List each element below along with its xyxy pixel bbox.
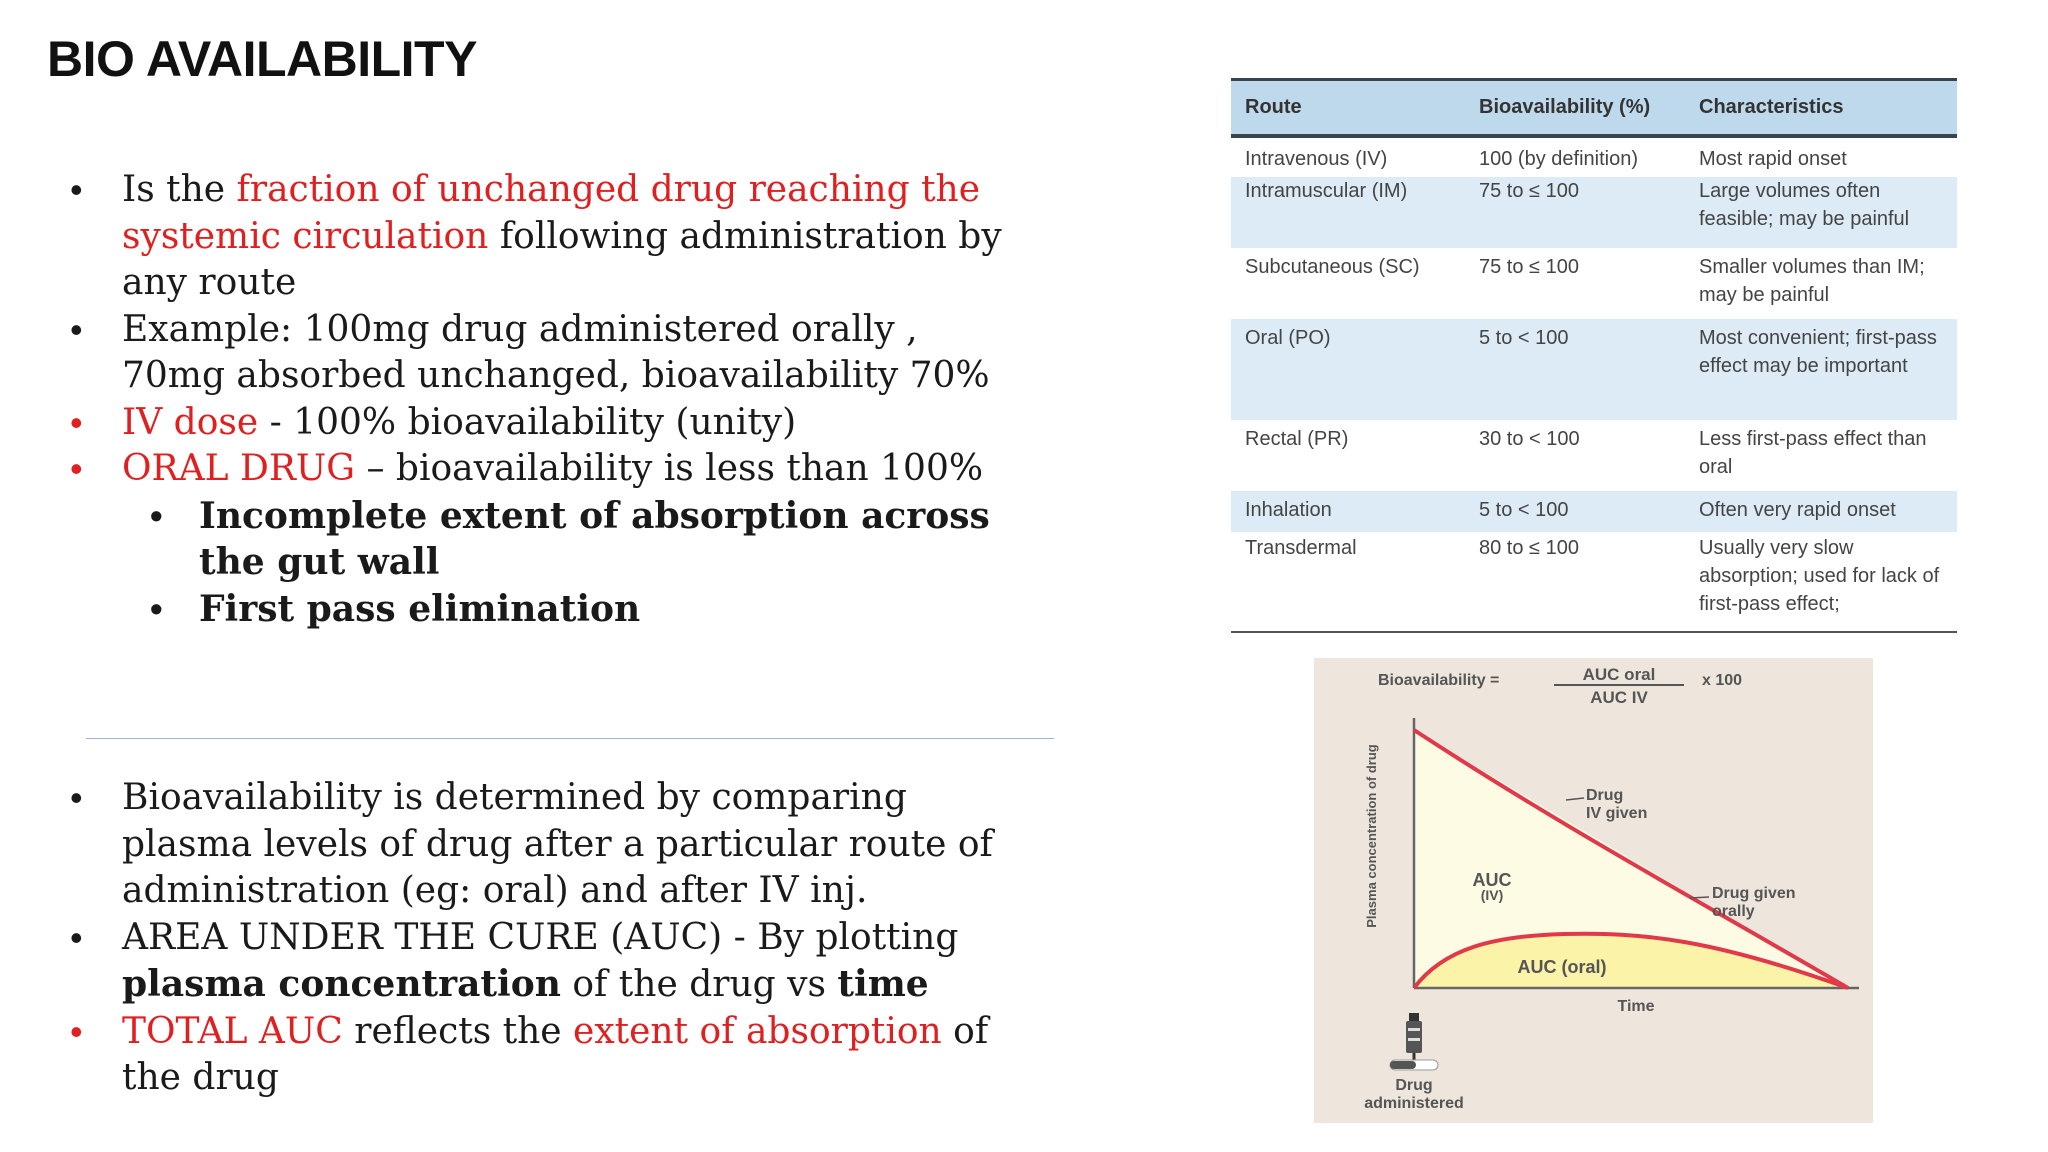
route-table bbox=[1231, 78, 1957, 633]
iv-label-leader bbox=[1566, 798, 1584, 800]
section-divider bbox=[86, 738, 1054, 739]
sub-bullet-first-pass: • First pass elimination bbox=[70, 586, 1030, 633]
syringe-icon bbox=[1390, 1013, 1438, 1070]
iv-label-line2: IV given bbox=[1586, 805, 1648, 822]
header-route: Route bbox=[1231, 80, 1465, 137]
top-bullet-list bbox=[70, 167, 1030, 632]
y-axis-label: Plasma concentration of drug bbox=[1364, 744, 1379, 928]
formula-multiplier: x 100 bbox=[1702, 672, 1743, 689]
bullet-determination: • Bioavailability is determined by comparing plasma levels of drug after a particular route of administration (eg: oral) and after IV inj. bbox=[70, 775, 1030, 915]
oral-label-line1: Drug given bbox=[1712, 885, 1796, 902]
sub-bullet-absorption: • Incomplete extent of absorption across the gut wall bbox=[70, 493, 1030, 586]
auc-iv-label-line2: (IV) bbox=[1480, 887, 1504, 903]
table-row: Transdermal 80 to ≤ 100 Usually very slow absorption; used for lack of first-pass effect; bbox=[1231, 532, 1957, 632]
table-row: Intramuscular (IM) 75 to ≤ 100 Large volumes often feasible; may be painful bbox=[1231, 177, 1957, 248]
bottom-bullet-list bbox=[70, 775, 1030, 1102]
bullet-example: • Example: 100mg drug administered orally , 70mg absorbed unchanged, bioavailability 70% bbox=[70, 307, 1030, 400]
bullet-definition: • Is the fraction of unchanged drug reaching the systemic circulation following administration by any route bbox=[70, 167, 1030, 307]
auc-figure bbox=[1314, 658, 1873, 1123]
oral-label-leader bbox=[1690, 897, 1709, 898]
auc-iv-label-line1: AUC bbox=[1472, 870, 1512, 890]
table-row: Subcutaneous (SC) 75 to ≤ 100 Smaller volumes than IM; may be painful bbox=[1245, 256, 1925, 306]
auc-oral-label: AUC (oral) bbox=[1517, 957, 1607, 977]
table-row: Rectal (PR) 30 to < 100 Less first-pass effect than oral bbox=[1245, 428, 1927, 478]
iv-label-line1: Drug bbox=[1586, 787, 1624, 804]
table-row: Intravenous (IV) 100 (by definition) Most rapid onset bbox=[1245, 148, 1847, 170]
bullet-iv-dose: • IV dose - 100% bioavailability (unity) bbox=[70, 400, 1030, 447]
header-bioavailability: Bioavailability (%) bbox=[1465, 80, 1685, 137]
route-table-container bbox=[1231, 78, 1957, 628]
bullet-total-auc: • TOTAL AUC reflects the extent of absorption of the drug bbox=[70, 1009, 1030, 1102]
header-characteristics: Characteristics bbox=[1685, 80, 1957, 137]
oral-label-line2: orally bbox=[1712, 903, 1755, 920]
table-row: Inhalation 5 to < 100 Often very rapid onset bbox=[1231, 491, 1957, 532]
formula-denominator: AUC IV bbox=[1590, 688, 1648, 707]
table-header-row bbox=[1231, 80, 1957, 137]
auc-figure-svg bbox=[1314, 658, 1873, 1123]
slide-title: BIO AVAILABILITY bbox=[47, 31, 477, 87]
administered-label-line2: administered bbox=[1364, 1095, 1464, 1112]
x-axis-label: Time bbox=[1617, 998, 1655, 1015]
bullet-oral-drug: • ORAL DRUG – bioavailability is less than 100% bbox=[70, 446, 1030, 493]
formula-numerator: AUC oral bbox=[1582, 665, 1656, 684]
table-row: Oral (PO) 5 to < 100 Most convenient; first-pass effect may be important bbox=[1231, 319, 1957, 420]
formula-left: Bioavailability = bbox=[1378, 672, 1500, 689]
administered-label-line1: Drug bbox=[1395, 1077, 1433, 1094]
highlight-fraction: fraction of unchanged drug reaching the systemic circulation bbox=[122, 169, 981, 257]
bullet-auc: • AREA UNDER THE CURE (AUC) - By plotting plasma concentration of the drug vs time bbox=[70, 915, 1030, 1009]
